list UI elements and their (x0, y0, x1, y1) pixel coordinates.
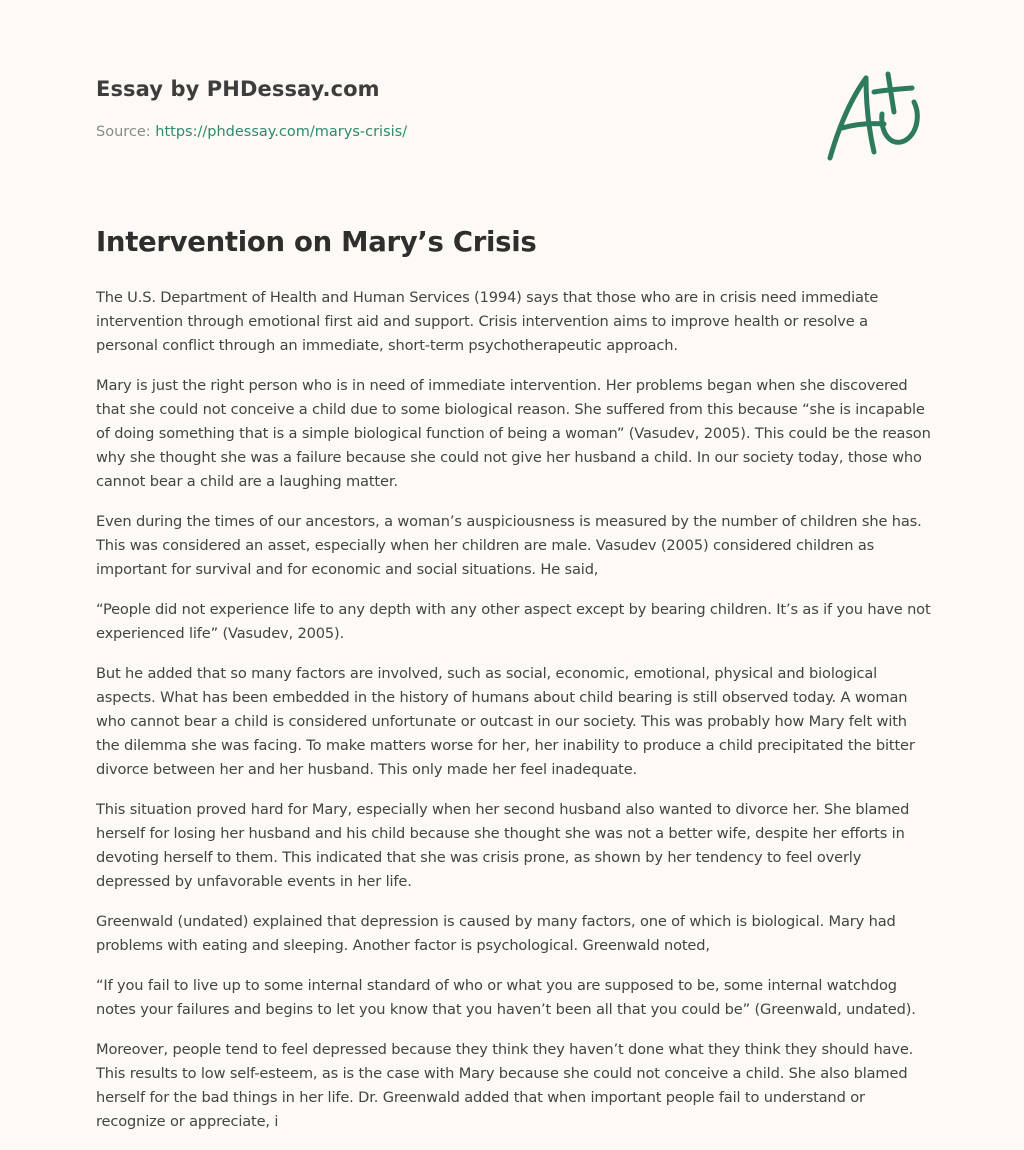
paragraph: Mary is just the right person who is in need of immediate intervention. Her problems began when she discovered that she could not conceive a child due to some biological reason. She suffered from this because “she is incapable of doing something that is a simple biological function of being a woman” (Vasudev, 2005). This could be the reason why she thought she was a failure because she could not give her husband a child. In our society today, those who cannot bear a child are a laughing matter. (96, 377, 931, 490)
paragraph: “People did not experience life to any depth with any other aspect except by bearing children. It’s as if you have not experienced life” (Vasudev, 2005). (96, 601, 931, 642)
paragraph: “If you fail to live up to some internal standard of who or what you are supposed to be, some internal watchdog notes your failures and begins to let you know that you haven’t been all that you could be” (Greenwald, undated). (96, 977, 916, 1018)
article-title: Intervention on Mary’s Crisis (96, 226, 537, 258)
a-plus-logo-icon (822, 68, 928, 164)
article-body (96, 286, 932, 1150)
source-line (96, 124, 407, 140)
paragraph: Even during the times of our ancestors, a woman’s auspiciousness is measured by the number of children she has. This was considered an asset, especially when her children are male. Vasudev (2005) considered children as important for survival and for economic and social situations. He said, (96, 513, 922, 578)
source-link[interactable]: https://phdessay.com/marys-crisis/ (155, 124, 408, 140)
paragraph: But he added that so many factors are involved, such as social, economic, emotional, physical and biological aspects. What has been embedded in the history of humans about child bearing is still observed today. A woman who cannot bear a child is considered unfortunate or outcast in our society. This was probably how Mary felt with the dilemma she was facing. To make matters worse for her, her inability to produce a child precipitated the bitter divorce between her and her husband. This only made her feel inadequate. (96, 665, 915, 778)
page-header (96, 0, 928, 200)
source-label: Source: (96, 124, 156, 140)
brand-name: Essay by PHDessay.com (96, 77, 380, 101)
paragraph: The U.S. Department of Health and Human Services (1994) says that those who are in crisis need immediate intervention through emotional first aid and support. Crisis intervention aims to improve health or resolve a personal conflict through an immediate, short-term psychotherapeutic approach. (96, 289, 879, 354)
paragraph: Moreover, people tend to feel depressed because they think they haven’t done what they think they should have. This results to low self-esteem, as is the case with Mary because she could not conceive a child. She also blamed herself for the bad things in her life. Dr. Greenwald added that when important people fail to understand or recognize or appreciate, i (96, 1041, 914, 1130)
essay-page (96, 0, 931, 1130)
paragraph: This situation proved hard for Mary, especially when her second husband also wanted to divorce her. She blamed herself for losing her husband and his child because she thought she was not a better wife, despite her efforts in devoting herself to them. This indicated that she was crisis prone, as shown by her tendency to feel overly depressed by unfavorable events in her life. (96, 801, 910, 890)
paragraph: Greenwald (undated) explained that depression is caused by many factors, one of which is biological. Mary had problems with eating and sleeping. Another factor is psychological. Greenwald noted, (96, 913, 896, 954)
